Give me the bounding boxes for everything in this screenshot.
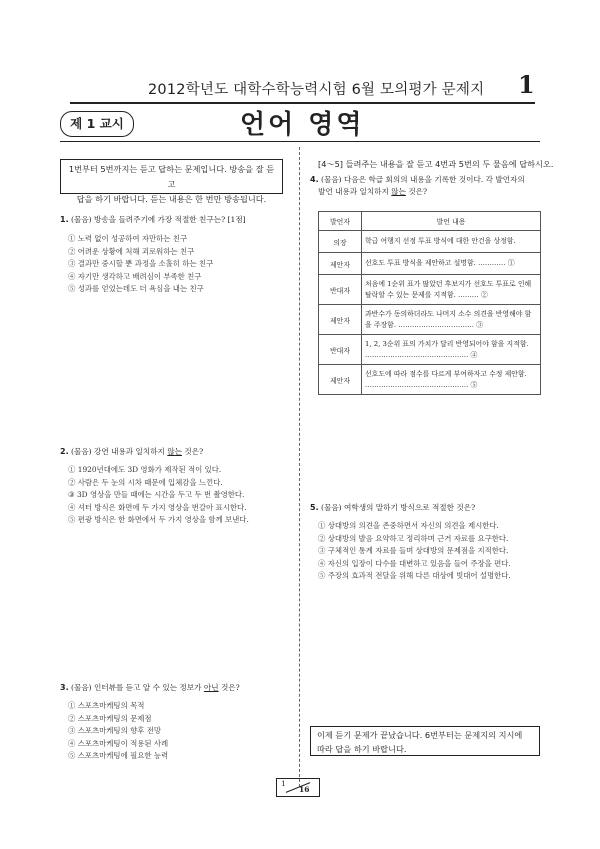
question-2-option-2[interactable]: ② 사람은 두 눈의 시차 때문에 입체감을 느낀다. — [68, 477, 223, 487]
question-4-prompt-line-1: (물음) 다음은 학급 회의의 내용을 기록한 것이다. 각 발언자의 — [321, 175, 525, 184]
question-1-number: 1. — [60, 215, 69, 224]
question-5-number: 5. — [310, 503, 319, 512]
question-2-option-4[interactable]: ④ 셔터 방식은 화면에 두 가지 영상을 번갈아 표시한다. — [68, 502, 247, 512]
question-5 — [310, 502, 542, 514]
question-2-prompt-post: 것은? — [181, 447, 204, 456]
row-speaker: 반대자 — [319, 335, 362, 365]
question-5-option-3[interactable]: ③ 구체적인 통계 자료를 들며 상대방의 문제점을 지적한다. — [318, 546, 509, 556]
question-5-options — [318, 520, 544, 583]
question-4-prompt-line-2-post: 것은? — [405, 187, 428, 196]
question-1 — [60, 214, 295, 226]
question-5-option-2[interactable]: ② 상대방의 발음 요약하고 정리하며 근거 자료를 요구한다. — [318, 533, 509, 543]
row-speaker: 반대자 — [319, 275, 362, 305]
question-1-option-5[interactable]: ⑤ 성과를 얻었는데도 더 욕심을 내는 친구 — [68, 284, 204, 294]
question-1-option-3[interactable]: ③ 결과만 중시할 뿐 과정을 소홀히 하는 친구 — [68, 259, 214, 269]
current-page: 1 — [281, 779, 286, 788]
question-1-option-4[interactable]: ④ 자기만 생각하고 배려심이 부족한 친구 — [68, 271, 202, 281]
question-3-option-4[interactable]: ④ 스포츠마케팅이 적용된 사례 — [68, 738, 169, 748]
question-2 — [60, 446, 295, 458]
subject-title: 언어 영역 — [240, 110, 365, 140]
row-content: 과반수가 동의하더라도 나머지 소수 의견을 반영해야 함을 주장함. …………………………… ③ — [362, 305, 541, 335]
question-3-number: 3. — [60, 683, 69, 692]
row-speaker: 제안자 — [319, 253, 362, 275]
row-content: 선호도 투표 방식을 제안하고 설명함. ………… ① — [362, 253, 541, 275]
row-content: 1, 2, 3순위 표의 가치가 달리 반영되어야 함을 지적함. ……………………………………… ④ — [362, 335, 541, 365]
question-3-prompt-pre: (물음) 인터뷰를 듣고 알 수 있는 정보가 — [71, 683, 204, 692]
listening-end-notice-line-1: 이제 듣기 문제가 끝났습니다. 6번부터는 문제지의 지시에 — [317, 730, 523, 740]
question-3-prompt-post: 것은? — [218, 683, 240, 692]
question-4-prompt-underline: 않는 — [391, 187, 406, 196]
question-3-options — [68, 700, 296, 763]
table-row[interactable] — [319, 365, 541, 395]
table-row[interactable] — [319, 275, 541, 305]
row-content: 선호도에 따라 점수를 다르게 부여하자고 수정 제안함. ……………………………………… ⑤ — [362, 365, 541, 395]
listening-notice-line-2: 답을 하기 바랍니다. 듣는 내용은 한 번만 방송됩니다. — [76, 194, 267, 204]
question-5-option-1[interactable]: ① 상대방의 의견을 존중하면서 자신의 의견을 제시한다. — [318, 521, 499, 530]
row-content: 처음에 1순위 표가 많았던 후보지가 선호도 투표로 인해 탈락할 수 있는 문제를 지적함. ……… ② — [362, 275, 541, 305]
question-2-option-1[interactable]: ① 1920년대에도 3D 영화가 제작된 적이 있다. — [68, 465, 222, 474]
listening-end-notice-line-2: 따라 답을 하기 바랍니다. — [317, 744, 407, 754]
question-5-option-4[interactable]: ④ 자신의 입장이 다수를 대변하고 있음을 들어 주장을 편다. — [318, 558, 511, 568]
question-3 — [60, 682, 295, 694]
row-speaker: 제안자 — [319, 365, 362, 395]
subject-rule — [60, 141, 540, 142]
table-row — [319, 231, 541, 253]
question-2-option-3[interactable]: ③ 3D 영상을 만들 때에는 시간을 두고 두 번 촬영한다. — [68, 490, 245, 500]
question-3-option-5[interactable]: ⑤ 스포츠마케팅에 필요한 능력 — [68, 751, 169, 761]
question-1-option-2[interactable]: ② 어려운 상황에 처해 괴로워하는 친구 — [68, 246, 195, 256]
listening-end-notice — [310, 726, 540, 756]
listening-notice — [60, 159, 283, 204]
question-1-option-1[interactable]: ① 노력 없이 성공하여 자만하는 친구 — [68, 234, 188, 243]
question-4-number: 4. — [310, 175, 319, 184]
speech-record-table — [318, 211, 541, 395]
question-5-prompt: (물음) 여학생의 말하기 방식으로 적절한 것은? — [321, 503, 476, 512]
question-4 — [310, 174, 542, 198]
total-pages: 16 — [299, 785, 310, 794]
table-header-speaker: 발언자 — [319, 212, 362, 231]
period-badge: 제 1 교시 — [60, 111, 134, 137]
row-speaker: 의장 — [319, 231, 362, 253]
table-header-content: 발언 내용 — [362, 212, 541, 231]
question-3-prompt-underline: 아닌 — [203, 683, 219, 692]
table-row[interactable] — [319, 253, 541, 275]
question-2-options — [68, 464, 296, 527]
table-row[interactable] — [319, 305, 541, 335]
row-content: 학급 여행지 선정 투표 방식에 대한 안건을 상정함. — [362, 231, 541, 253]
question-4-prompt-line-2-pre: 발언 내용과 일치하지 — [318, 187, 392, 196]
question-2-prompt-underline: 않는 — [167, 447, 182, 456]
table-row[interactable] — [319, 335, 541, 365]
question-3-option-1[interactable]: ① 스포츠마케팅의 목적 — [68, 701, 145, 710]
exam-title: 2012학년도 대학수학능력시험 6월 모의평가 문제지 — [148, 82, 485, 98]
question-2-option-5[interactable]: ⑤ 편광 방식은 한 화면에서 두 가지 영상을 함께 보낸다. — [68, 515, 249, 525]
column-divider — [299, 147, 300, 787]
table-header-row — [319, 212, 541, 231]
question-3-option-2[interactable]: ② 스포츠마케팅의 문제점 — [68, 713, 152, 723]
question-3-option-3[interactable]: ③ 스포츠마케팅의 향후 전망 — [68, 726, 161, 736]
question-5-option-5[interactable]: ⑤ 주장의 효과적 전달을 위해 다른 대상에 빗대어 설명한다. — [318, 571, 511, 581]
page-number: 1 — [518, 70, 535, 99]
listening-notice-line-1: 1번부터 5번까지는 듣고 답하는 문제입니다. 방송을 잘 듣고 — [68, 164, 275, 189]
q4-5-header: [4～5] 들려주는 내용을 잘 듣고 4번과 5번의 두 물음에 답하시오. — [318, 159, 554, 169]
row-speaker: 제안자 — [319, 305, 362, 335]
page-indicator — [276, 778, 320, 797]
question-2-number: 2. — [60, 447, 69, 456]
question-1-options — [68, 233, 296, 296]
question-2-prompt-pre: (물음) 강연 내용과 일치하지 — [71, 447, 168, 456]
question-1-prompt: (물음) 방송을 들려주기에 가장 적절한 친구는? [1점] — [71, 215, 246, 224]
